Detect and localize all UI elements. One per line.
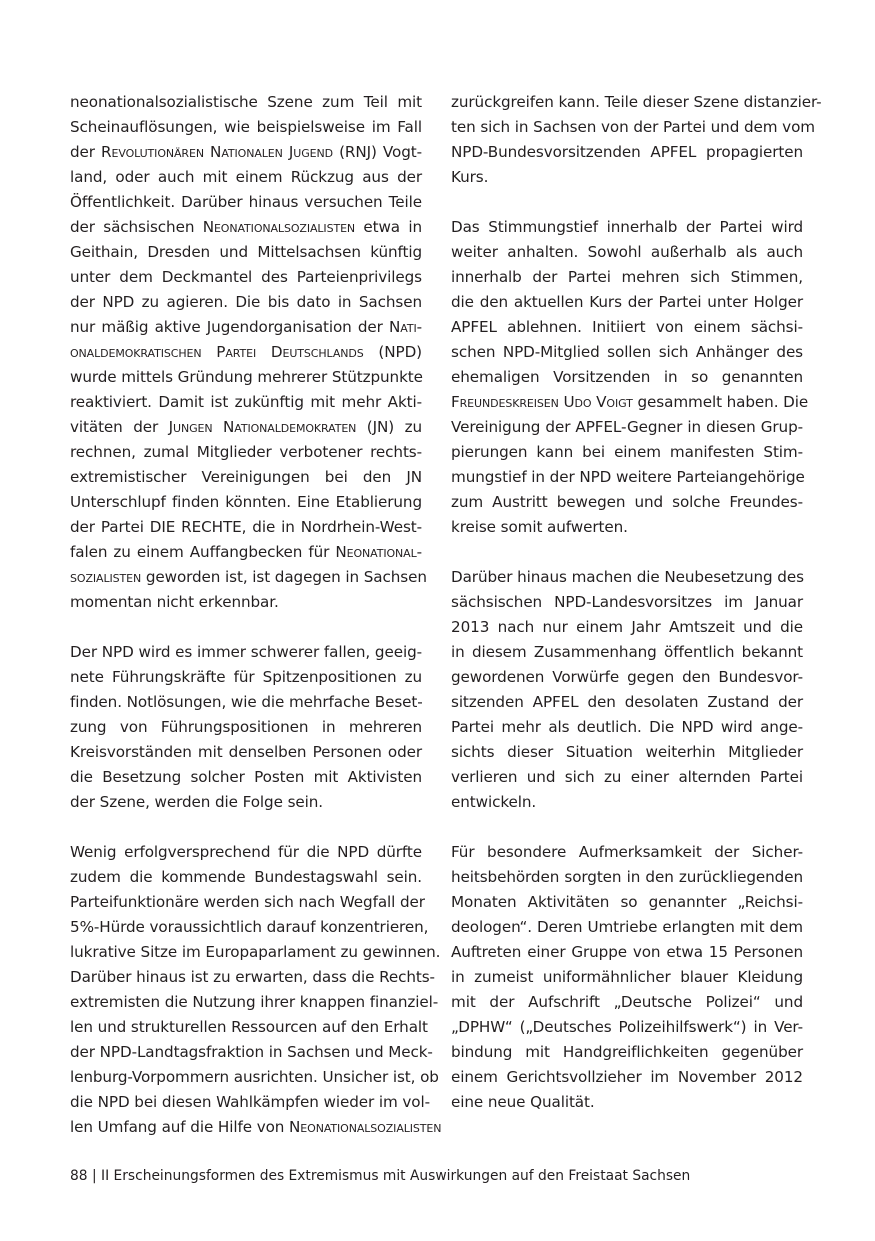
text-segment: Auftreten einer Gruppe von etwa 15 Personen	[451, 943, 803, 961]
text-line	[70, 390, 422, 415]
text-segment: Darüber hinaus ist zu erwarten, dass die Rechts-	[70, 968, 435, 986]
text-line	[451, 140, 803, 165]
text-segment: in diesem Zusammenhang öffentlich bekannt	[451, 643, 803, 661]
text-segment: verlieren und sich zu einer alternden Partei	[451, 768, 803, 786]
text-segment: lukrative Sitze im Europaparlament zu gewinnen.	[70, 943, 441, 961]
text-segment: APFEL ablehnen. Initiiert von einem sächsi-	[451, 318, 803, 336]
text-segment: zum Austritt bewegen und solche Freundes-	[451, 493, 803, 511]
text-line	[70, 1015, 428, 1040]
text-segment: zudem die kommende Bundestagswahl sein.	[70, 868, 422, 886]
text-segment: der Partei DIE RECHTE, die in Nordrhein-West-	[70, 518, 422, 536]
text-segment: Für besondere Aufmerksamkeit der Sicher-	[451, 843, 803, 861]
text-line	[451, 1065, 803, 1090]
text-line	[70, 990, 439, 1015]
text-segment: die NPD bei diesen Wahlkämpfen wieder im vol-	[70, 1093, 430, 1111]
right-text-column	[451, 90, 822, 1140]
small-caps-name: Neonationalsozialisten	[202, 218, 356, 236]
text-segment: Das Stimmungstief innerhalb der Partei wird	[451, 218, 803, 236]
text-segment: vitäten der	[70, 418, 169, 436]
text-segment: eine neue Qualität.	[451, 1093, 595, 1111]
text-segment: bindung mit Handgreiflichkeiten gegenüber	[451, 1043, 803, 1061]
text-line	[70, 440, 422, 465]
paragraph	[70, 840, 442, 1140]
text-line	[70, 715, 422, 740]
text-line	[70, 915, 429, 940]
text-line	[70, 965, 435, 990]
text-segment: land, oder auch mit einem Rückzug aus der	[70, 168, 422, 186]
text-segment: der NPD zu agieren. Die bis dato in Sachsen	[70, 293, 422, 311]
text-segment: der	[70, 143, 102, 161]
text-segment: kreise somit aufwerten.	[451, 518, 628, 536]
text-segment: Vereinigung der APFEL-Gegner in diesen Grup-	[451, 418, 803, 436]
text-segment: Unterschlupf finden könnten. Eine Etablierung	[70, 493, 422, 511]
text-line	[451, 390, 809, 415]
text-line	[451, 790, 803, 815]
text-segment: „DPHW“ („Deutsches Polizeihilfswerk“) in Ver-	[451, 1018, 803, 1036]
text-line	[451, 1040, 803, 1065]
text-line	[451, 590, 803, 615]
text-line	[70, 490, 422, 515]
small-caps-name: onaldemokratischen Partei Deutschlands	[70, 343, 364, 361]
text-segment: unter dem Deckmantel des Parteienprivilegs	[70, 268, 422, 286]
text-segment: Scheinauflösungen, wie beispielsweise im Fall	[70, 118, 422, 136]
text-line	[70, 140, 422, 165]
text-segment: Geithain, Dresden und Mittelsachsen künftig	[70, 243, 422, 261]
text-segment: extremisten die Nutzung ihrer knappen finanziel-	[70, 993, 439, 1011]
text-segment: neonationalsozialistische Szene zum Teil mit	[70, 93, 422, 111]
text-segment: deologen“. Deren Umtriebe erlangten mit dem	[451, 918, 803, 936]
text-line	[451, 940, 803, 965]
text-segment: die Besetzung solcher Posten mit Aktivisten	[70, 768, 422, 786]
text-segment: pierungen kann bei einem manifesten Stim-	[451, 443, 803, 461]
text-line	[70, 315, 422, 340]
text-segment: der NPD-Landtagsfraktion in Sachsen und Meck-	[70, 1043, 433, 1061]
text-line	[70, 290, 422, 315]
text-segment: 5%-Hürde voraussichtlich darauf konzentrieren,	[70, 918, 429, 936]
text-line	[451, 565, 803, 590]
text-segment: ehemaligen Vorsitzenden in so genannten	[451, 368, 803, 386]
text-segment: (NPD)	[363, 343, 423, 361]
text-line	[451, 740, 803, 765]
text-line	[451, 865, 803, 890]
text-segment: lenburg-Vorpommern ausrichten. Unsicher ist, ob	[70, 1068, 439, 1086]
text-line	[451, 165, 803, 190]
text-line	[451, 340, 803, 365]
text-line	[70, 415, 422, 440]
text-line	[70, 215, 422, 240]
paragraph	[451, 565, 803, 815]
text-line	[451, 915, 803, 940]
paragraph	[451, 90, 822, 190]
text-segment: einem Gerichtsvollzieher im November 2012	[451, 1068, 803, 1086]
text-segment: finden. Notlösungen, wie die mehrfache Beset-	[70, 693, 423, 711]
text-segment: Wenig erfolgversprechend für die NPD dürfte	[70, 843, 422, 861]
text-segment: mungstief in der NPD weitere Parteiangehörige	[451, 468, 805, 486]
text-segment: momentan nicht erkennbar.	[70, 593, 279, 611]
text-segment: Parteifunktionäre werden sich nach Wegfall der	[70, 893, 425, 911]
text-segment: mit der Aufschrift „Deutsche Polizei“ und	[451, 993, 803, 1011]
paragraph	[451, 215, 809, 540]
text-line	[70, 790, 422, 815]
text-segment: nur mäßig aktive Jugendorganisation der	[70, 318, 390, 336]
text-line	[70, 240, 422, 265]
text-line	[70, 640, 422, 665]
text-line	[451, 265, 803, 290]
text-segment: rechnen, zumal Mitglieder verbotener rechts-	[70, 443, 422, 461]
text-line	[451, 765, 803, 790]
text-segment: sächsischen NPD-Landesvorsitzes im Januar	[451, 593, 803, 611]
text-line	[70, 465, 422, 490]
footer-separator: |	[91, 1168, 97, 1184]
text-segment: len Umfang auf die Hilfe von	[70, 1118, 290, 1136]
text-segment: nete Führungskräfte für Spitzenpositionen zu	[70, 668, 422, 686]
paragraph	[70, 640, 422, 815]
text-line	[70, 765, 422, 790]
text-line	[70, 365, 422, 390]
text-line	[70, 1065, 439, 1090]
text-line	[451, 90, 822, 115]
text-line	[451, 690, 803, 715]
text-line	[451, 715, 803, 740]
text-segment: len und strukturellen Ressourcen auf den Erhalt	[70, 1018, 428, 1036]
text-line	[70, 165, 422, 190]
text-line	[451, 990, 803, 1015]
text-line	[70, 115, 422, 140]
text-segment: Partei mehr als deutlich. Die NPD wird ange-	[451, 718, 803, 736]
text-segment: Monaten Aktivitäten so genannter „Reichsi-	[451, 893, 803, 911]
text-line	[70, 665, 422, 690]
text-line	[451, 515, 803, 540]
text-segment: heitsbehörden sorgten in den zurückliegenden	[451, 868, 803, 886]
text-segment: Öffentlichkeit. Darüber hinaus versuchen Teile	[70, 193, 422, 211]
text-segment: 2013 nach nur einem Jahr Amtszeit und die	[451, 618, 803, 636]
text-segment: zung von Führungspositionen in mehreren	[70, 718, 422, 736]
text-segment: die den aktuellen Kurs der Partei unter Holger	[451, 293, 803, 311]
text-segment: entwickeln.	[451, 793, 537, 811]
text-segment: geworden ist, ist dagegen in Sachsen	[141, 568, 427, 586]
text-line	[451, 315, 803, 340]
text-line	[70, 690, 422, 715]
text-segment: weiter anhalten. Sowohl außerhalb als auch	[451, 243, 803, 261]
small-caps-name: sozialisten	[70, 568, 142, 586]
page-footer	[70, 1165, 690, 1187]
text-segment: sichts dieser Situation weiterhin Mitglieder	[451, 743, 803, 761]
text-line	[451, 1015, 803, 1040]
text-line	[451, 840, 803, 865]
text-segment: der Szene, werden die Folge sein.	[70, 793, 323, 811]
text-segment: sitzenden APFEL den desolaten Zustand der	[451, 693, 803, 711]
text-line	[451, 490, 803, 515]
text-line	[70, 515, 422, 540]
text-line	[70, 1115, 442, 1140]
text-segment: etwa in	[355, 218, 422, 236]
text-segment: ten sich in Sachsen von der Partei und dem vom	[451, 118, 815, 136]
page-number: 88	[70, 1168, 88, 1184]
text-line	[451, 890, 803, 915]
chapter-title: Erscheinungsformen des Extremismus mit Auswirkungen auf den Freistaat Sachsen	[113, 1168, 691, 1184]
text-line	[451, 615, 803, 640]
text-line	[70, 890, 425, 915]
text-line	[70, 90, 422, 115]
text-segment: gewordenen Vorwürfe gegen den Bundesvor-	[451, 668, 803, 686]
small-caps-name: Neonational-	[335, 543, 422, 561]
text-line	[451, 640, 803, 665]
text-line	[70, 1090, 430, 1115]
text-line	[70, 190, 422, 215]
small-caps-name: Nati-	[389, 318, 422, 336]
text-segment: (RNJ) Vogt-	[332, 143, 423, 161]
small-caps-name: Neonationalsozialisten	[289, 1118, 442, 1136]
text-line	[70, 340, 422, 365]
text-segment: der sächsischen	[70, 218, 203, 236]
text-segment: falen zu einem Auffangbecken für	[70, 543, 336, 561]
text-line	[451, 115, 815, 140]
text-line	[70, 840, 422, 865]
text-line	[70, 540, 422, 565]
small-caps-name: Jungen Nationaldemokraten	[168, 418, 357, 436]
text-segment: gesammelt haben. Die	[632, 393, 809, 411]
text-segment: innerhalb der Partei mehren sich Stimmen,	[451, 268, 803, 286]
text-line	[70, 740, 422, 765]
text-line	[70, 940, 441, 965]
text-line	[451, 415, 803, 440]
text-line	[451, 665, 803, 690]
text-segment: Der NPD wird es immer schwerer fallen, geeig-	[70, 643, 422, 661]
text-segment: in zumeist uniformähnlicher blauer Kleidung	[451, 968, 803, 986]
text-segment: extremistischer Vereinigungen bei den JN	[70, 468, 422, 486]
text-line	[70, 565, 427, 590]
text-line	[451, 215, 803, 240]
left-text-column	[70, 90, 442, 1165]
text-line	[70, 265, 422, 290]
paragraph	[451, 840, 803, 1115]
text-line	[70, 1040, 433, 1065]
text-line	[451, 965, 803, 990]
text-line	[451, 365, 803, 390]
text-line	[451, 290, 803, 315]
text-segment: Kreisvorständen mit denselben Personen oder	[70, 743, 422, 761]
text-line	[451, 240, 803, 265]
text-segment: wurde mittels Gründung mehrerer Stützpunkte	[70, 368, 423, 386]
text-line	[70, 865, 422, 890]
paragraph	[70, 90, 427, 615]
text-line	[451, 465, 803, 490]
text-segment: reaktiviert. Damit ist zukünftig mit mehr Akti-	[70, 393, 422, 411]
text-segment: schen NPD-Mitglied sollen sich Anhänger des	[451, 343, 803, 361]
text-segment: Darüber hinaus machen die Neubesetzung des	[451, 568, 804, 586]
small-caps-name: Revolutionären Nationalen Jugend	[101, 143, 333, 161]
small-caps-name: Freundeskreisen Udo Voigt	[451, 393, 633, 411]
text-segment: (JN) zu	[356, 418, 422, 436]
chapter-number: II	[101, 1168, 110, 1184]
text-line	[70, 590, 422, 615]
text-line	[451, 1090, 803, 1115]
text-segment: Kurs.	[451, 168, 489, 186]
text-segment: NPD-Bundesvorsitzenden APFEL propagierten	[451, 143, 803, 161]
text-line	[451, 440, 803, 465]
text-segment: zurückgreifen kann. Teile dieser Szene distanzier-	[451, 93, 822, 111]
